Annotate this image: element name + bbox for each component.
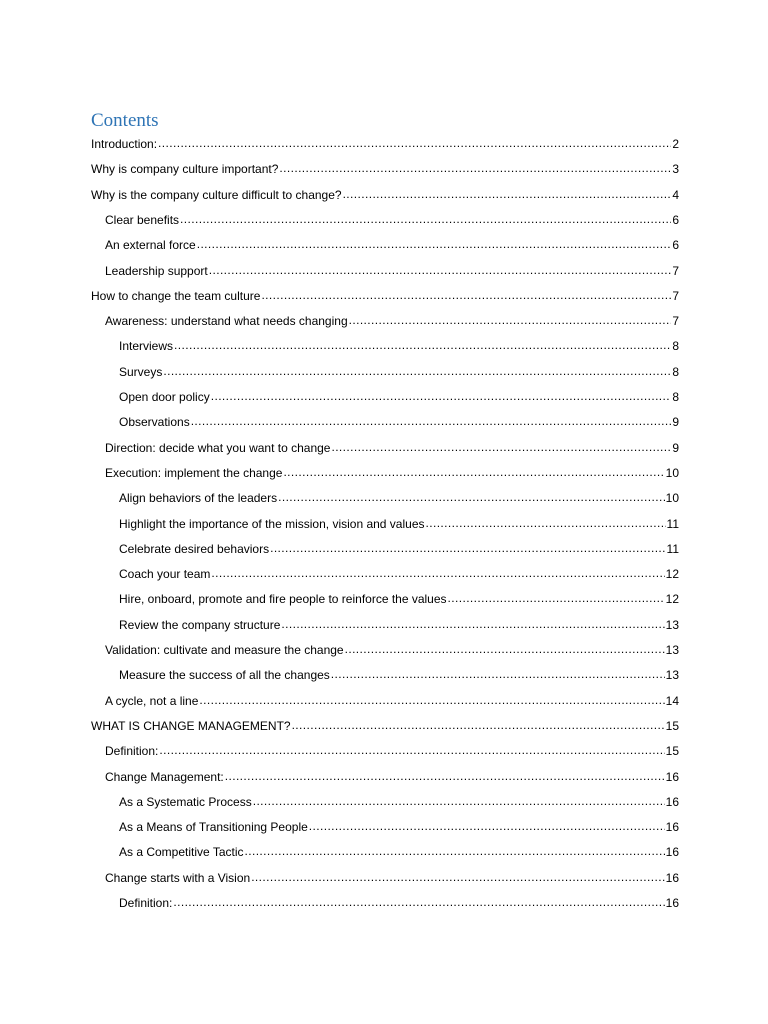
toc-entry-page-number: 7 [672,314,679,328]
toc-entry-page-number: 16 [665,896,679,910]
toc-entry-page-number: 8 [672,339,679,353]
toc-dot-leader [197,236,672,252]
toc-dot-leader [253,793,665,809]
toc-entry-page-number: 16 [665,871,679,885]
toc-entry-title: Measure the success of all the changes [119,668,330,682]
toc-entry-page-number: 16 [665,770,679,784]
toc-entry-page-number: 12 [665,567,679,581]
toc-entry-title: Direction: decide what you want to change [105,441,331,455]
toc-entry-title: Align behaviors of the leaders [119,491,278,505]
toc-entry-page-number: 6 [672,238,679,252]
toc-entry-page-number: 7 [672,289,679,303]
toc-entry-page-number: 11 [666,542,679,556]
toc-entry-title: Clear benefits [105,213,180,227]
toc-entry[interactable] [91,288,679,304]
toc-dot-leader [331,666,665,682]
toc-entry-page-number: 4 [672,188,679,202]
toc-heading: Contents [91,110,159,131]
toc-entry-page-number: 12 [665,592,679,606]
toc-dot-leader [309,818,665,834]
toc-entry[interactable] [105,440,679,456]
toc-entry-title: Surveys [119,365,163,379]
toc-entry[interactable] [119,617,679,633]
toc-entry-title: As a Competitive Tactic [119,845,244,859]
toc-dot-leader [191,413,672,429]
toc-dot-leader [251,869,664,885]
toc-entry[interactable] [119,566,679,582]
toc-entry[interactable] [105,237,679,253]
toc-entry-title: Why is company culture important? [91,162,279,176]
toc-entry[interactable] [119,591,679,607]
toc-dot-leader [349,312,672,328]
toc-entry[interactable] [105,212,679,228]
toc-dot-leader [173,894,664,910]
toc-entry-title: Introduction: [91,137,158,151]
toc-entry[interactable] [105,870,679,886]
toc-entry-title: Change Management: [105,770,224,784]
toc-entry-page-number: 15 [665,719,679,733]
toc-dot-leader [292,717,665,733]
toc-entry[interactable] [91,136,679,152]
toc-entry-title: Review the company structure [119,618,281,632]
toc-entry-title: As a Systematic Process [119,795,252,809]
toc-entry-title: Leadership support [105,264,208,278]
toc-entry-page-number: 2 [672,137,679,151]
toc-entry[interactable] [105,769,679,785]
toc-dot-leader [211,565,664,581]
toc-entry[interactable] [91,161,679,177]
toc-entry-title: Change starts with a Vision [105,871,251,885]
toc-entry[interactable] [105,313,679,329]
toc-entry-title: Celebrate desired behaviors [119,542,270,556]
toc-dot-leader [211,388,672,404]
toc-entry[interactable] [91,187,679,203]
toc-entry-title: Hire, onboard, promote and fire people to reinforce the values [119,592,447,606]
toc-entry[interactable] [105,642,679,658]
toc-entry[interactable] [119,338,679,354]
toc-entry[interactable] [119,389,679,405]
toc-entry[interactable] [119,364,679,380]
toc-entry-page-number: 8 [672,390,679,404]
toc-dot-leader [345,641,665,657]
toc-entry-title: Definition: [119,896,173,910]
toc-dot-leader [448,590,665,606]
toc-dot-leader [158,135,671,151]
toc-entry-page-number: 13 [665,668,679,682]
toc-entry-title: WHAT IS CHANGE MANAGEMENT? [91,719,291,733]
toc-entry-page-number: 16 [665,820,679,834]
toc-entry-title: How to change the team culture [91,289,261,303]
toc-entry-page-number: 8 [672,365,679,379]
toc-entry[interactable] [119,844,679,860]
toc-entry[interactable] [119,794,679,810]
toc-entry[interactable] [91,718,679,734]
toc-entry-title: A cycle, not a line [105,694,199,708]
toc-entry-title: Observations [119,415,190,429]
toc-entry-page-number: 13 [665,643,679,657]
toc-dot-leader [331,439,671,455]
toc-entry[interactable] [119,667,679,683]
toc-dot-leader [261,287,671,303]
toc-entry-title: Coach your team [119,567,211,581]
toc-entry-title: Open door policy [119,390,210,404]
toc-entry-page-number: 13 [665,618,679,632]
toc-entry[interactable] [119,490,679,506]
toc-entry-title: Definition: [105,744,159,758]
toc-entry[interactable] [119,414,679,430]
toc-dot-leader [270,540,665,556]
toc-entry-title: Interviews [119,339,174,353]
toc-entry-title: Execution: implement the change [105,466,283,480]
toc-dot-leader [343,186,672,202]
toc-entry-page-number: 9 [672,441,679,455]
toc-entry-title: Awareness: understand what needs changing [105,314,348,328]
toc-entry[interactable] [119,516,679,532]
toc-dot-leader [426,515,666,531]
toc-entry[interactable] [119,541,679,557]
toc-dot-leader [283,464,664,480]
toc-entry[interactable] [119,819,679,835]
toc-entry-page-number: 16 [665,845,679,859]
toc-dot-leader [209,262,672,278]
toc-entry-page-number: 6 [672,213,679,227]
toc-dot-leader [278,489,665,505]
toc-entry-page-number: 11 [666,517,679,531]
toc-entry-title: As a Means of Transitioning People [119,820,308,834]
toc-entry-page-number: 16 [665,795,679,809]
toc-dot-leader [199,692,664,708]
toc-entry[interactable] [105,743,679,759]
toc-entry-page-number: 10 [665,466,679,480]
toc-entry-page-number: 3 [672,162,679,176]
toc-entry-page-number: 14 [665,694,679,708]
toc-entry-title: Highlight the importance of the mission, vision and values [119,517,425,531]
toc-dot-leader [163,363,671,379]
toc-dot-leader [180,211,671,227]
toc-entry[interactable] [105,465,679,481]
toc-entry[interactable] [119,895,679,911]
toc-entry-page-number: 15 [665,744,679,758]
toc-entry-title: An external force [105,238,196,252]
toc-dot-leader [159,742,664,758]
toc-entry[interactable] [105,263,679,279]
toc-entry[interactable] [105,693,679,709]
toc-dot-leader [281,616,664,632]
toc-dot-leader [279,160,671,176]
toc-entry-title: Validation: cultivate and measure the change [105,643,344,657]
toc-dot-leader [174,337,671,353]
toc-entry-title: Why is the company culture difficult to change? [91,188,342,202]
toc-entry-page-number: 7 [672,264,679,278]
toc-dot-leader [245,843,665,859]
toc-entry-page-number: 10 [665,491,679,505]
toc-entry-page-number: 9 [672,415,679,429]
toc-dot-leader [225,768,665,784]
